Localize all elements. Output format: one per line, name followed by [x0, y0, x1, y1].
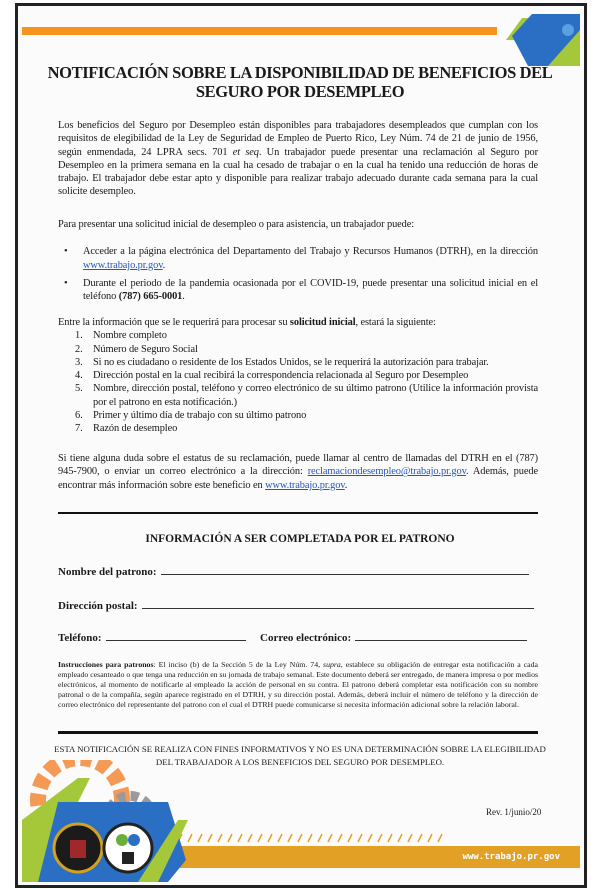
contact-text: Si tiene alguna duda sobre el estatus de su reclamación, puede llamar al centro de llamadas del DTRH en el (787) 945-7900, o enviar un correo electrónico a la dirección:: [58, 453, 538, 478]
employer-section-heading: INFORMACIÓN A SER COMPLETADA POR EL PATRONO: [145, 533, 455, 545]
intro-paragraph: [58, 119, 538, 199]
item-text: Si no es ciudadano o residente de los Estados Unidos, se le requerirá la autorización para trabajar.: [93, 356, 489, 368]
phone-row: [58, 630, 246, 644]
item-text: Dirección postal en la cual recibirá la correspondencia relacionada al Seguro por Desempleo: [93, 370, 469, 382]
intro-text-cont: . Un trabajador puede presentar una reclamación al Seguro por Desempleo en la primera semana en la cual ha cesado de trabajar o en la cual ha tenido una reducción de horas de trabajo. El trabajador debe estar apto y disponible para realizar trabajo adecuado durante cada semana para la cual solicite desempleo.: [58, 146, 538, 198]
footer-url[interactable]: www.trabajo.pr.gov: [462, 852, 560, 862]
item-number: 1.: [75, 330, 83, 342]
item-number: 6.: [75, 410, 83, 422]
list-item: [75, 382, 538, 409]
bullet-text: Durante el periodo de la pandemia ocasionada por el COVID-19, puede presentar una solicitud inicial en el teléfono: [83, 277, 538, 303]
list-item: [75, 356, 538, 369]
instructions-italic: supra: [323, 660, 341, 669]
item-text: Nombre completo: [93, 330, 167, 342]
lead-bold: solicitud inicial: [289, 317, 356, 328]
email-row: [260, 630, 527, 644]
how-to-section: [58, 218, 538, 308]
lead-text: Entre la información que se le requerirá para procesar su: [58, 317, 290, 328]
dtrh-logo-icon: [104, 824, 152, 872]
item-text: Razón de desempleo: [93, 423, 178, 435]
title-line-1: NOTIFICACIÓN SOBRE LA DISPONIBILIDAD DE BENEFICIOS DEL: [47, 63, 553, 82]
header-emblem-graphic: [488, 10, 582, 70]
contact-text-cont: . Además, puede encontrar más información sobre este beneficio en: [58, 466, 538, 491]
phone-number: (787) 665-0001: [118, 291, 183, 303]
footer-graphic: [18, 760, 582, 882]
postal-address-label: Dirección postal:: [58, 600, 138, 612]
requirements-lead: [58, 316, 538, 329]
claims-email-link[interactable]: reclamaciondesempleo@trabajo.pr.gov: [307, 466, 466, 478]
email-label: Correo electrónico:: [260, 632, 352, 644]
bullet-text: Acceder a la página electrónica del Departamento del Trabajo y Recursos Humanos (DTRH), en la dirección: [83, 246, 538, 258]
list-item: [58, 245, 538, 272]
item-number: 7.: [75, 423, 83, 435]
list-item: [75, 343, 538, 356]
employer-instructions: [58, 660, 538, 710]
dtrh-website-link[interactable]: www.trabajo.pr.gov: [83, 259, 163, 271]
email-field[interactable]: [355, 630, 527, 641]
employer-name-label: Nombre del patrono:: [58, 566, 157, 578]
item-number: 3.: [75, 356, 83, 368]
how-to-lead: Para presentar una solicitud inicial de desempleo o para asistencia, un trabajador puede:: [58, 219, 415, 230]
section-divider: [58, 512, 538, 514]
lead-end: , estará la siguiente:: [355, 317, 436, 328]
phone-field[interactable]: [106, 630, 246, 641]
intro-text: Los beneficios del Seguro por Desempleo están disponibles para trabajadores desempleados que cumplan con los requisitos de elegibilidad de la Ley de Seguridad de Empleo de Puerto Rico, Ley Núm. 74 de 21 de junio de 1956, según enmendada, 24 LPRA secs. 701: [58, 120, 538, 158]
revision-label: Rev. 1/junio/20: [486, 807, 542, 817]
disclaimer-line-2: DEL TRABAJADOR A LOS BENEFICIOS DEL SEGURO POR DESEMPLEO.: [155, 756, 445, 767]
requirements-section: [58, 316, 538, 436]
employer-name-row: [58, 564, 529, 578]
employer-name-field[interactable]: [161, 564, 529, 575]
instructions-text: : El inciso (b) de la Sección 5 de la Ley Núm. 74,: [153, 660, 324, 669]
item-text: Número de Seguro Social: [93, 343, 198, 355]
intro-italic: et seq: [232, 146, 259, 158]
instructions-text-cont: , establece su obligación de entregar esta notificación a cada empleado cesanteado o que tenga una reducción en su jornada de trabajo semanal. Este documento deberá ser entregado, de manera impresa o por medios electrónicos, al momento de notificarle al empleado la acción de personal en su contra. El patrono deberá completar esta notificación con su nombre patronal o de la compañía, según aparece registrado en el DTRH, y su dirección postal. Además, deberá incluir el número de teléfono y la dirección de correo electrónico del representante del patrono con el cual el DTRH puede comunicarse si necesita información adicional sobre la relación laboral.: [58, 660, 538, 709]
title-line-2: SEGURO POR DESEMPLEO: [195, 82, 405, 101]
how-to-list: [58, 245, 538, 303]
contact-end: .: [344, 479, 348, 491]
postal-address-row: [58, 598, 534, 612]
requirements-list: [58, 329, 538, 435]
phone-label: Teléfono:: [58, 632, 102, 644]
list-item: [75, 329, 538, 342]
header-orange-bar: [22, 27, 497, 35]
bullet-end: .: [182, 291, 185, 303]
list-item: [58, 277, 538, 304]
item-number: 5.: [75, 383, 83, 395]
item-text: Nombre, dirección postal, teléfono y correo electrónico de su último patrono (Utilice la información provista por el patrono en esta notificación.): [93, 383, 538, 408]
website-link[interactable]: www.trabajo.pr.gov: [265, 479, 345, 491]
instructions-label: Instrucciones para patronos: [58, 660, 154, 669]
list-item: [75, 409, 538, 422]
contact-paragraph: [58, 452, 538, 492]
list-item: [75, 369, 538, 382]
item-number: 4.: [75, 370, 83, 382]
disclaimer-line-1: ESTA NOTIFICACIÓN SE REALIZA CON FINES INFORMATIVOS Y NO ES UNA DETERMINACIÓN SOBRE LA ELEGIBILIDAD: [54, 744, 546, 754]
item-number: 2.: [75, 343, 83, 355]
item-text: Primer y último día de trabajo con su último patrono: [93, 410, 307, 422]
section-divider: [58, 731, 538, 734]
page-title: [40, 63, 560, 101]
postal-address-field[interactable]: [142, 598, 534, 609]
list-item: [75, 422, 538, 435]
bullet-end: .: [162, 259, 166, 271]
